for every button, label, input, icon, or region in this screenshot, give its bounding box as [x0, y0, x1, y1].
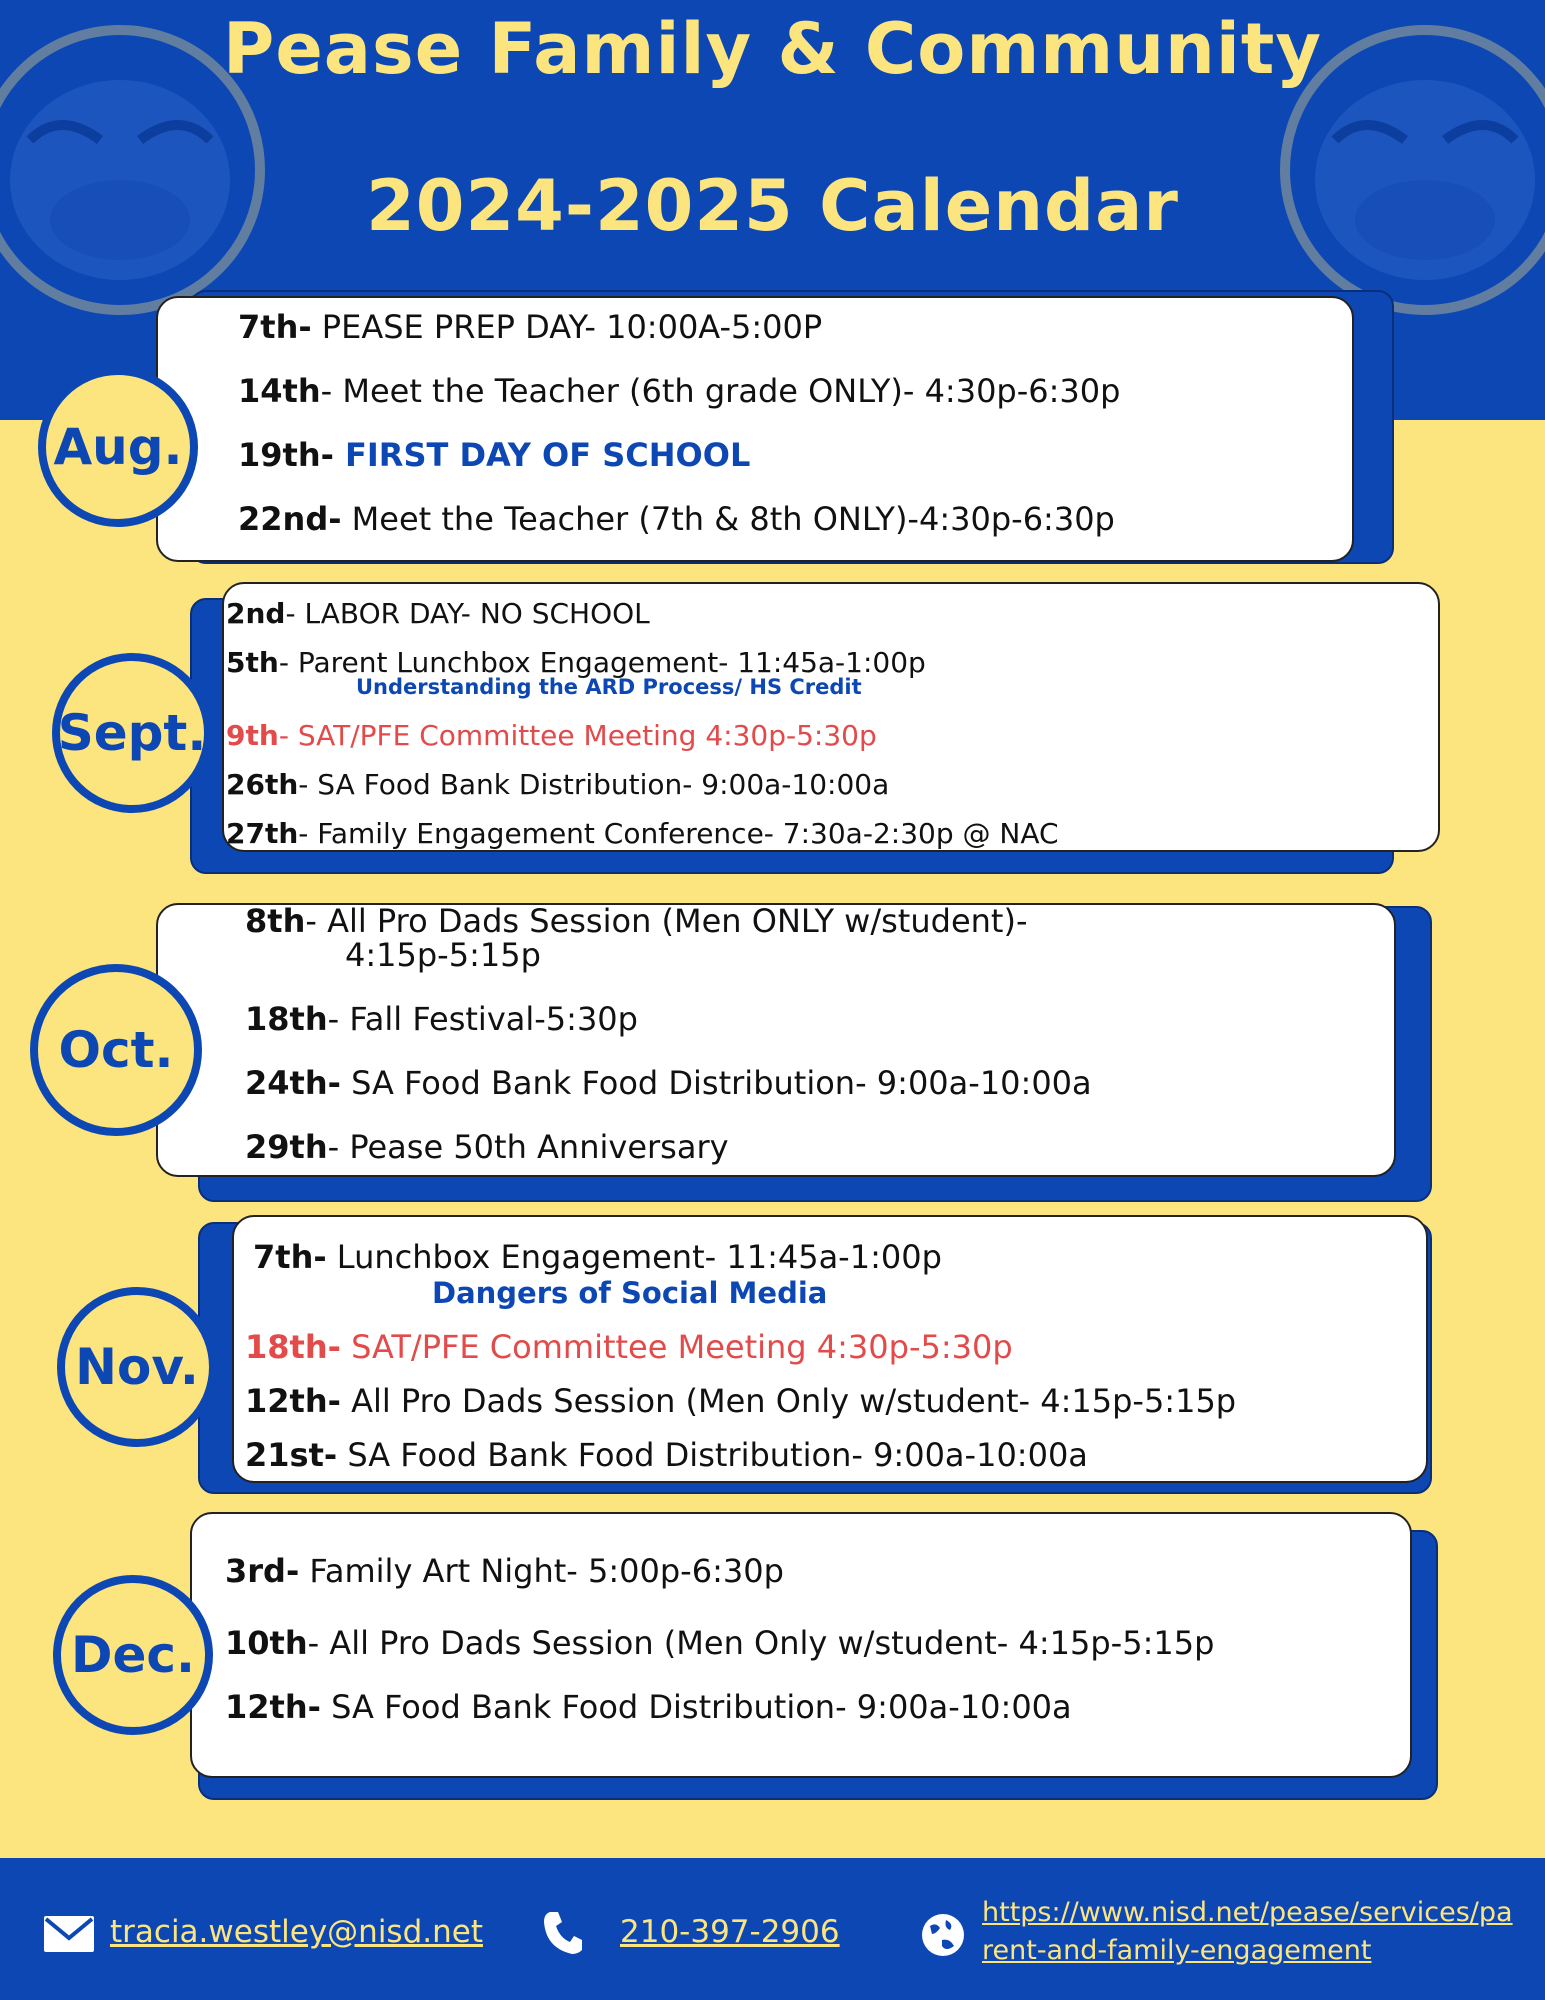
oct-event-1: 8th- All Pro Dads Session (Men ONLY w/student)- [245, 902, 1028, 940]
website-link-line2[interactable]: rent-and-family-engagement [982, 1935, 1372, 1966]
page-title-line1: Pease Family & Community [223, 8, 1322, 90]
month-badge-nov: Nov. [57, 1287, 217, 1447]
dec-event-3: 12th- SA Food Bank Food Distribution- 9:00a-10:00a [225, 1688, 1072, 1726]
aug-event-4: 22nd- Meet the Teacher (7th & 8th ONLY)-4:30p-6:30p [238, 500, 1115, 538]
email-icon [42, 1914, 96, 1954]
sept-event-3: 9th- SAT/PFE Committee Meeting 4:30p-5:30p [226, 719, 877, 752]
phone-link[interactable]: 210-397-2906 [620, 1914, 840, 1950]
email-link[interactable]: tracia.westley@nisd.net [110, 1914, 483, 1950]
aug-event-3: 19th- FIRST DAY OF SCHOOL [238, 436, 751, 474]
sept-event-2: 5th- Parent Lunchbox Engagement- 11:45a-1:00p [226, 646, 926, 679]
oct-event-3: 24th- SA Food Bank Food Distribution- 9:00a-10:00a [245, 1064, 1092, 1102]
sept-event-5: 27th- Family Engagement Conference- 7:30a-2:30p @ NAC [226, 817, 1059, 850]
aug-event-2: 14th- Meet the Teacher (6th grade ONLY)- 4:30p-6:30p [238, 372, 1121, 410]
oct-event-4: 29th- Pease 50th Anniversary [245, 1128, 729, 1166]
sept-event-4: 26th- SA Food Bank Distribution- 9:00a-10:00a [226, 768, 890, 801]
oct-event-1-continued: 4:15p-5:15p [345, 936, 541, 974]
month-badge-sept: Sept. [52, 653, 212, 813]
dec-event-1: 3rd- Family Art Night- 5:00p-6:30p [225, 1552, 784, 1590]
month-badge-dec: Dec. [53, 1575, 213, 1735]
aug-event-1: 7th- PEASE PREP DAY- 10:00A-5:00P [238, 308, 823, 346]
page-title-line2: 2024-2025 Calendar [366, 165, 1179, 247]
website-link-line1[interactable]: https://www.nisd.net/pease/services/pa [982, 1897, 1513, 1928]
month-badge-aug: Aug. [38, 367, 198, 527]
nov-event-1: 7th- Lunchbox Engagement- 11:45a-1:00p [253, 1238, 942, 1276]
month-badge-oct: Oct. [30, 964, 202, 1136]
phone-icon [542, 1910, 584, 1956]
nov-event-3: 12th- All Pro Dads Session (Men Only w/student- 4:15p-5:15p [245, 1382, 1237, 1420]
dec-event-2: 10th- All Pro Dads Session (Men Only w/student- 4:15p-5:15p [225, 1624, 1215, 1662]
sept-event-2-subtitle: Understanding the ARD Process/ HS Credit [356, 675, 862, 699]
nov-event-1-subtitle: Dangers of Social Media [432, 1276, 828, 1310]
nov-event-4: 21st- SA Food Bank Food Distribution- 9:00a-10:00a [245, 1436, 1088, 1474]
nov-event-2: 18th- SAT/PFE Committee Meeting 4:30p-5:30p [245, 1328, 1013, 1366]
oct-event-2: 18th- Fall Festival-5:30p [245, 1000, 638, 1038]
sept-event-1: 2nd- LABOR DAY- NO SCHOOL [226, 597, 650, 630]
globe-icon [920, 1912, 966, 1958]
